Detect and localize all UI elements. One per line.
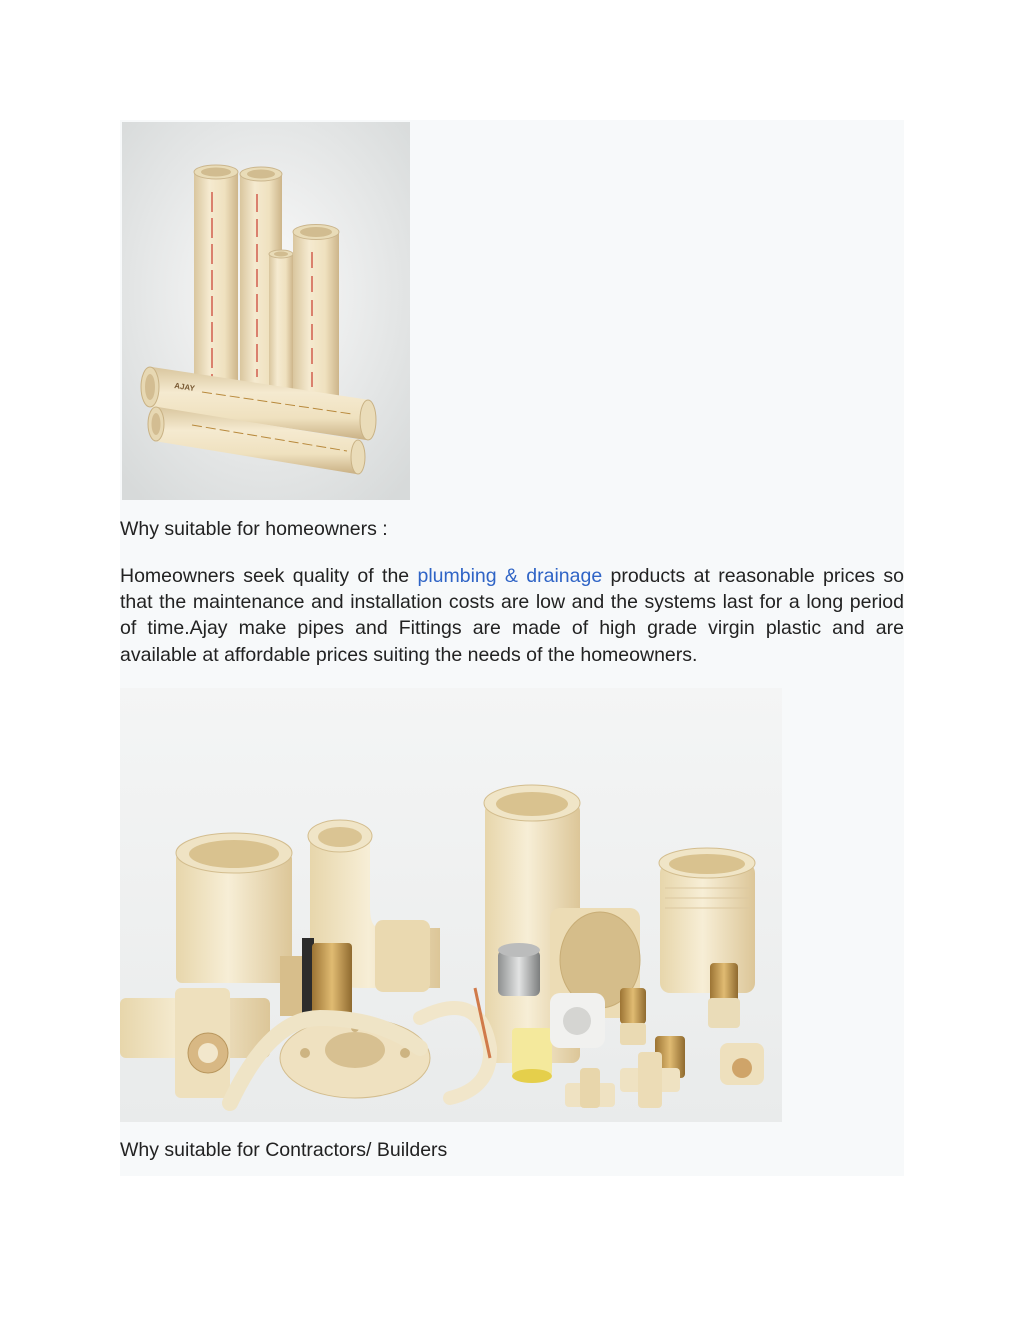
- section-heading-contractors: Why suitable for Contractors/ Builders: [120, 1139, 448, 1161]
- compression-fitting: [550, 993, 605, 1048]
- adapter-fitting: [659, 848, 755, 993]
- cpvc-pipes-image: [122, 122, 410, 500]
- cpvc-fittings-image: [120, 688, 782, 1122]
- plumbing-drainage-link[interactable]: plumbing & drainage: [417, 565, 603, 587]
- flange-fitting: [280, 1018, 430, 1098]
- paragraph-text: products at reasonable prices so that the maintenance and installation costs are low and the systems last for a long period of time.Ajay make pipes and Fittings are made of high grade virgin plastic and are available at affordable prices suiting the needs of the homeowners.: [120, 565, 904, 666]
- section-heading-homeowners: Why suitable for homeowners :: [120, 518, 388, 540]
- brass-adapter: [620, 988, 646, 1045]
- vertical-pipe: [269, 250, 293, 389]
- coupler-fitting: [176, 833, 292, 983]
- homeowners-paragraph: [120, 563, 904, 668]
- content-panel: [120, 120, 904, 1176]
- brand-mark-text: AJAY: [173, 381, 196, 394]
- brass-adapter: [708, 963, 740, 1028]
- vertical-pipe: [194, 165, 238, 387]
- paragraph-text: Homeowners seek quality of the: [120, 565, 418, 587]
- vertical-pipe: [293, 225, 339, 398]
- elbow-fitting: [720, 1043, 764, 1085]
